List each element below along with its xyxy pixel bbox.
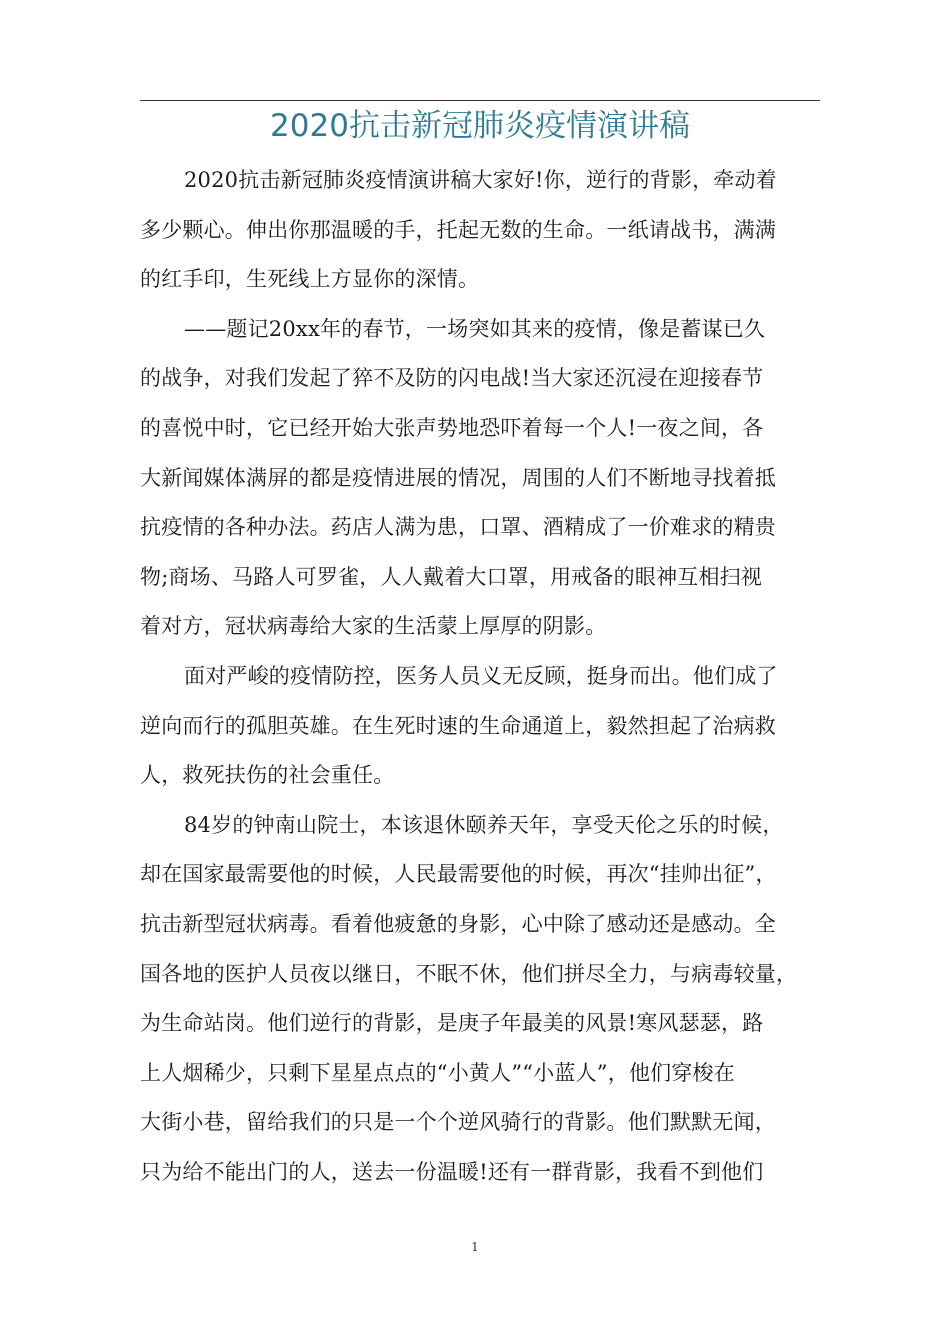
- text-line: 面对严峻的疫情防控，医务人员义无反顾，挺身而出。他们成了: [184, 663, 778, 688]
- text-line: 的红手印，生死线上方显你的深情。: [140, 267, 480, 292]
- text-line: 只为给不能出门的人，送去一份温暖!还有一群背影，我看不到他们: [140, 1159, 764, 1184]
- text-line: 84岁的钟南山院士，本该退休颐养天年，享受天伦之乐的时候，: [184, 812, 784, 837]
- text-line: 2020抗击新冠肺炎疫情演讲稿大家好!你，逆行的背影，牵动着: [184, 168, 777, 192]
- text-line: 大街小巷，留给我们的只是一个个逆风骑行的背影。他们默默无闻，: [140, 1110, 776, 1135]
- text-line: 着对方，冠状病毒给大家的生活蒙上厚厚的阴影。: [140, 614, 607, 639]
- text-line: 人，救死扶伤的社会重任。: [140, 763, 395, 788]
- text-line: 逆向而行的孤胆英雄。在生死时速的生命通道上，毅然担起了治病救: [140, 713, 776, 738]
- text-line: 为生命站岗。他们逆行的背影，是庚子年最美的风景!寒风瑟瑟，路: [140, 1011, 764, 1036]
- document-title: 2020抗击新冠肺炎疫情演讲稿: [270, 108, 690, 144]
- text-line: 上人烟稀少，只剩下星星点点的“小黄人”“小蓝人”，他们穿梭在: [140, 1060, 735, 1085]
- text-line: 物;商场、马路人可罗雀，人人戴着大口罩，用戒备的眼神互相扫视: [140, 564, 763, 589]
- header-rule: [140, 100, 820, 101]
- text-line: ——题记20xx年的春节，一场突如其来的疫情，像是蓄谋已久: [184, 316, 766, 341]
- text-line: 的喜悦中时，它已经开始大张声势地恐吓着每一个人!一夜之间，各: [140, 415, 764, 440]
- text-line: 却在国家最需要他的时候，人民最需要他的时候，再次“挂帅出征”，: [140, 862, 777, 887]
- text-line: 多少颗心。伸出你那温暖的手，托起无数的生命。一纸请战书，满满: [140, 217, 776, 242]
- text-line: 大新闻媒体满屏的都是疫情进展的情况，周围的人们不断地寻找着抵: [140, 465, 776, 490]
- text-line: 国各地的医护人员夜以继日，不眠不休，他们拼尽全力，与病毒较量，: [140, 961, 798, 986]
- text-line: 抗疫情的各种办法。药店人满为患，口罩、酒精成了一价难求的精贵: [140, 515, 776, 540]
- text-line: 抗击新型冠状病毒。看着他疲惫的身影，心中除了感动还是感动。全: [140, 911, 776, 936]
- page-number: 1: [471, 1240, 479, 1254]
- text-line: 的战争，对我们发起了猝不及防的闪电战!当大家还沉浸在迎接春节: [140, 366, 764, 391]
- document-body: [140, 156, 820, 1197]
